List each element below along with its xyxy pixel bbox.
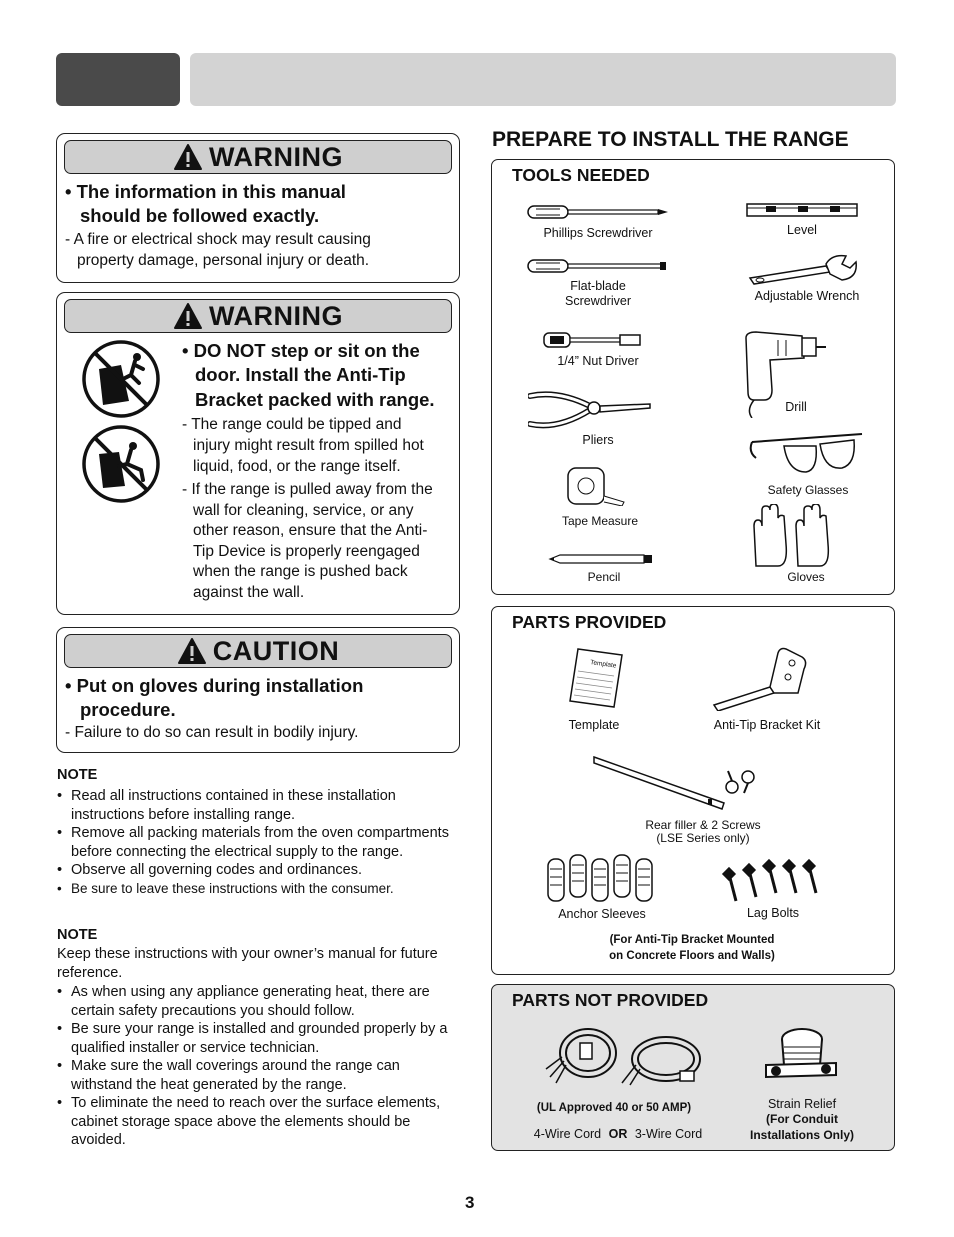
- note-title: NOTE: [57, 927, 98, 943]
- warning-triangle-icon: [173, 143, 203, 171]
- nut-driver-icon: [542, 330, 644, 350]
- pliers-label: Pliers: [582, 433, 614, 447]
- note-item: • Observe all governing codes and ordinances.: [57, 861, 462, 880]
- note-list: [57, 787, 462, 898]
- gloves-label: Gloves: [787, 570, 825, 584]
- header-tab-dark: [56, 53, 180, 106]
- anti-tip-sub-line: when the range is pushed back: [193, 563, 408, 580]
- gloves-icon: [748, 504, 844, 568]
- note-item: • To eliminate the need to reach over the surface elements, cabinet storage space above the elements should be avoided.: [57, 1094, 462, 1150]
- anchor-label: Anchor Sleeves: [558, 907, 646, 921]
- anti-tip-sub-line: - If the range is pulled away from the: [182, 481, 433, 498]
- conduit-note-line2: Installations Only): [749, 1128, 854, 1142]
- three-wire-cord-label: 3-Wire Cord: [634, 1127, 703, 1141]
- warning-box-manual: [56, 133, 460, 283]
- caution-box-gloves: [56, 627, 460, 753]
- page-number: 3: [465, 1193, 475, 1212]
- warning-title: WARNING: [209, 141, 343, 172]
- anti-tip-bullet-line2: door. Install the Anti-Tip: [195, 364, 406, 385]
- flat-blade-label-line1: Flat-blade: [570, 279, 626, 293]
- level-icon: [746, 200, 858, 220]
- rear-filler-icon: [592, 753, 728, 811]
- phillips-label: Phillips Screwdriver: [543, 226, 653, 240]
- note-intro: Keep these instructions with your owner’s manual for future reference.: [57, 946, 438, 981]
- no-sit-on-door-icon: [81, 424, 161, 504]
- note-item: • Be sure to leave these instructions with the consumer.: [57, 880, 462, 899]
- tape-label: Tape Measure: [561, 514, 639, 528]
- safety-glasses-icon: [748, 432, 866, 478]
- conduit-note-line1: (For Conduit: [766, 1112, 838, 1126]
- anti-tip-bullet-line3: Bracket packed with range.: [195, 389, 435, 410]
- caution-banner: [64, 634, 452, 668]
- warning-title: WARNING: [209, 300, 343, 331]
- template-label: Template: [568, 718, 620, 732]
- caution-sub: - Failure to do so can result in bodily injury.: [65, 724, 359, 741]
- drill-label: Drill: [785, 400, 807, 414]
- no-step-on-door-icon: [81, 339, 161, 419]
- header-bar: [190, 53, 896, 106]
- strain-relief-label: Strain Relief: [767, 1097, 837, 1111]
- parts-not-provided-title: PARTS NOT PROVIDED: [512, 990, 709, 1010]
- level-label: Level: [787, 223, 817, 237]
- warning-sub-line2: property damage, personal injury or death.: [77, 252, 370, 269]
- anti-tip-sub-line: injury might result from spilled hot: [193, 437, 424, 454]
- anti-tip-sub-line: - The range could be tipped and: [182, 416, 402, 433]
- nut-driver-label: 1/4” Nut Driver: [557, 354, 639, 368]
- warning-triangle-icon: [173, 302, 203, 330]
- anti-tip-sub-line: wall for cleaning, service, or any: [193, 502, 414, 519]
- pencil-label: Pencil: [587, 570, 621, 584]
- cord-label: [518, 1127, 718, 1142]
- note-list: [57, 983, 462, 1150]
- caution-bullet-line1: • Put on gloves during installation: [65, 675, 364, 696]
- ul-approved-label: (UL Approved 40 or 50 AMP): [536, 1102, 692, 1114]
- bracket-label: Anti-Tip Bracket Kit: [713, 718, 821, 732]
- lag-label: Lag Bolts: [746, 906, 800, 920]
- caution-bullet-line2: procedure.: [80, 699, 176, 720]
- template-sheet-text: Template: [589, 659, 617, 670]
- note-item: • Be sure your range is installed and grounded properly by a qualified installer or service technician.: [57, 1020, 462, 1057]
- note-item: • Read all instructions contained in these installation instructions before installing range.: [57, 787, 462, 824]
- anti-tip-sub-line: liquid, food, or the range itself.: [193, 458, 401, 475]
- filler-label-line1: Rear filler & 2 Screws: [645, 818, 761, 832]
- power-cord-icon: [542, 1025, 716, 1087]
- warning-banner: [64, 140, 452, 174]
- lag-bolts-icon: [720, 857, 834, 903]
- caution-title: CAUTION: [212, 635, 340, 666]
- warning-banner: [64, 299, 452, 333]
- warning-sub-line1: - A fire or electrical shock may result causing: [65, 231, 371, 248]
- tools-needed-panel: [491, 159, 895, 595]
- concrete-note-line1: (For Anti-Tip Bracket Mounted: [609, 934, 775, 946]
- warning-bullet-line1: • The information in this manual: [65, 181, 346, 202]
- anti-tip-sub-line: Tip Device is properly reengaged: [193, 543, 420, 560]
- anchor-sleeves-icon: [546, 853, 662, 903]
- anti-tip-sub-line: against the wall.: [193, 584, 305, 601]
- four-wire-cord-label: 4-Wire Cord: [533, 1127, 602, 1141]
- anti-tip-bracket-icon: [712, 647, 810, 711]
- parts-not-provided-panel: [491, 984, 895, 1151]
- template-sheet-icon: [568, 647, 624, 709]
- anti-tip-bullet-line1: • DO NOT step or sit on the: [182, 340, 420, 361]
- note-item: • As when using any appliance generating heat, there are certain safety precautions you should follow.: [57, 983, 462, 1020]
- note-item: • Remove all packing materials from the oven compartments before connecting the electrical supply to the range.: [57, 824, 462, 861]
- warning-box-anti-tip: [56, 292, 460, 615]
- anti-tip-sub-line: other reason, ensure that the Anti-: [193, 522, 428, 539]
- phillips-screwdriver-icon: [526, 200, 672, 224]
- parts-provided-panel: [491, 606, 895, 975]
- wrench-label: Adjustable Wrench: [754, 289, 860, 303]
- tape-measure-icon: [566, 466, 628, 506]
- adjustable-wrench-icon: [746, 254, 858, 288]
- parts-provided-title: PARTS PROVIDED: [512, 612, 667, 632]
- note-title: NOTE: [57, 767, 98, 783]
- concrete-note-line2: on Concrete Floors and Walls): [609, 950, 775, 962]
- section-title: PREPARE TO INSTALL THE RANGE: [492, 128, 849, 151]
- strain-relief-icon: [762, 1027, 840, 1089]
- flat-blade-label-line2: Screwdriver: [565, 294, 631, 308]
- pencil-icon: [548, 554, 654, 564]
- glasses-label: Safety Glasses: [767, 483, 849, 497]
- note-item: • Make sure the wall coverings around the range can withstand the heat generated by the range.: [57, 1057, 462, 1094]
- flat-blade-screwdriver-icon: [526, 254, 672, 278]
- screws-icon: [720, 767, 760, 797]
- warning-bullet-line2: should be followed exactly.: [80, 205, 320, 226]
- cord-or-label: OR: [608, 1127, 628, 1141]
- caution-triangle-icon: [177, 637, 207, 665]
- tools-needed-title: TOOLS NEEDED: [512, 165, 650, 185]
- pliers-icon: [528, 390, 652, 430]
- filler-label-line2: (LSE Series only): [656, 831, 750, 845]
